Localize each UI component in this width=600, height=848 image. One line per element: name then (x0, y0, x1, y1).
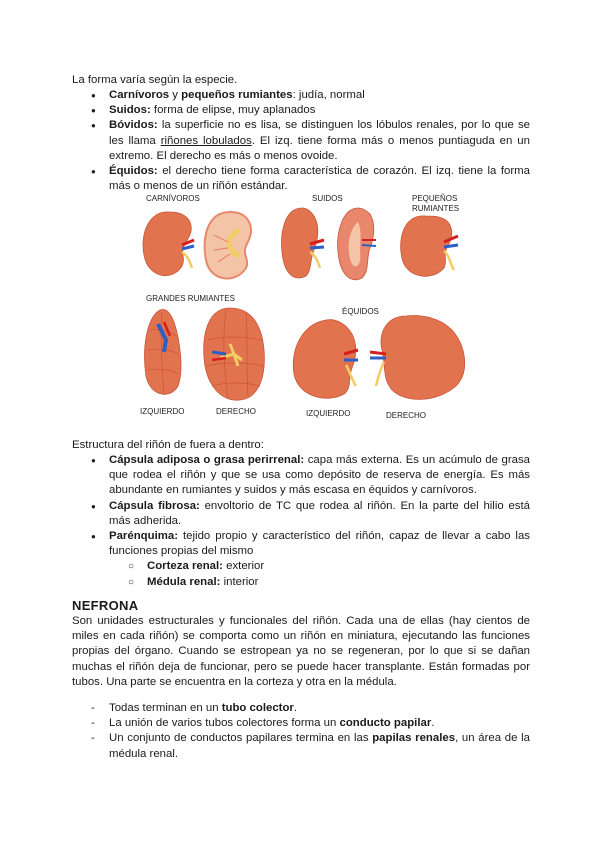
list-subitem: ○ Médula renal: interior (72, 575, 530, 590)
label-grandes-rumiantes: GRANDES RUMIANTES (146, 294, 235, 303)
list-item: ● Carnívoros y pequeños rumiantes: judía, normal (72, 88, 530, 103)
species-list (72, 88, 530, 194)
layers-list (72, 453, 530, 590)
list-item: ● Suidos: forma de elipse, muy aplanados (72, 103, 530, 118)
list-item: ● Parénquima: tejido propio y característico del riñón, capaz de llevar a cabo las funciones propias del mismo (72, 529, 530, 559)
label-equidos: ÉQUIDOS (342, 307, 379, 316)
section-heading-nefrona: NEFRONA (72, 598, 139, 613)
label-izquierdo-bovino: IZQUIERDO (140, 407, 185, 416)
label-carnivoros: CARNÍVOROS (146, 194, 200, 203)
kidney-species-figure (130, 190, 470, 425)
list-item: ● Cápsula adiposa o grasa perirrenal: capa más externa. Es un acúmulo de grasa que rodea el riñón y que se usa como depósito de reserva de energía. Es más abundante en rumiantes y suidos y más escasa en équidos y carnívoros. (72, 453, 530, 499)
list-item: - La unión de varios tubos colectores forma un conducto papilar. (72, 716, 530, 731)
kidney-equino-derecho (381, 316, 465, 400)
label-pequenos: PEQUEÑOS (412, 194, 458, 203)
list-item: ● Bóvidos: la superficie no es lisa, se distinguen los lóbulos renales, por lo que se les llama riñones lobulados. El izq. tiene forma más o menos puntiaguda en un extremo. El derecho es más o menos ovoide. (72, 118, 530, 164)
estructura-title: Estructura del riñón de fuera a dentro: (72, 439, 264, 451)
list-item: ● Cápsula fibrosa: envoltorio de TC que rodea al riñón. En la parte del hilio está más adherida. (72, 499, 530, 529)
label-derecho-equino: DERECHO (386, 411, 427, 420)
nefrona-paragraph: Son unidades estructurales y funcionales del riñón. Cada una de ellas (hay cientos de miles en cada riñón) se comporta como un riñón en miniatura, ejecutando las funciones propias del órgano. Cuando se estropean ya no se regeneran, por lo que si se dañan muchas el riñón deja de funcionar, pero se puede hacer transplante. Están formadas por tubos. Una parte se encuentra en la corteza y otra en la médula. (72, 615, 530, 688)
list-item: - Un conjunto de conductos papilares termina en las papilas renales, un área de la médula renal. (72, 731, 530, 761)
label-derecho-bovino: DERECHO (216, 407, 257, 416)
label-rumiantes: RUMIANTES (412, 204, 460, 213)
list-item: - Todas terminan en un tubo colector. (72, 701, 530, 716)
list-subitem: ○ Corteza renal: exterior (72, 559, 530, 574)
intro-text: La forma varía según la especie. (72, 74, 238, 86)
list-item: ● Équidos: el derecho tiene forma característica de corazón. El izq. tiene la forma más o menos de un riñón estándar. (72, 164, 530, 194)
label-suidos: SUIDOS (312, 194, 343, 203)
dash-list (72, 701, 530, 762)
label-izquierdo-equino: IZQUIERDO (306, 409, 351, 418)
